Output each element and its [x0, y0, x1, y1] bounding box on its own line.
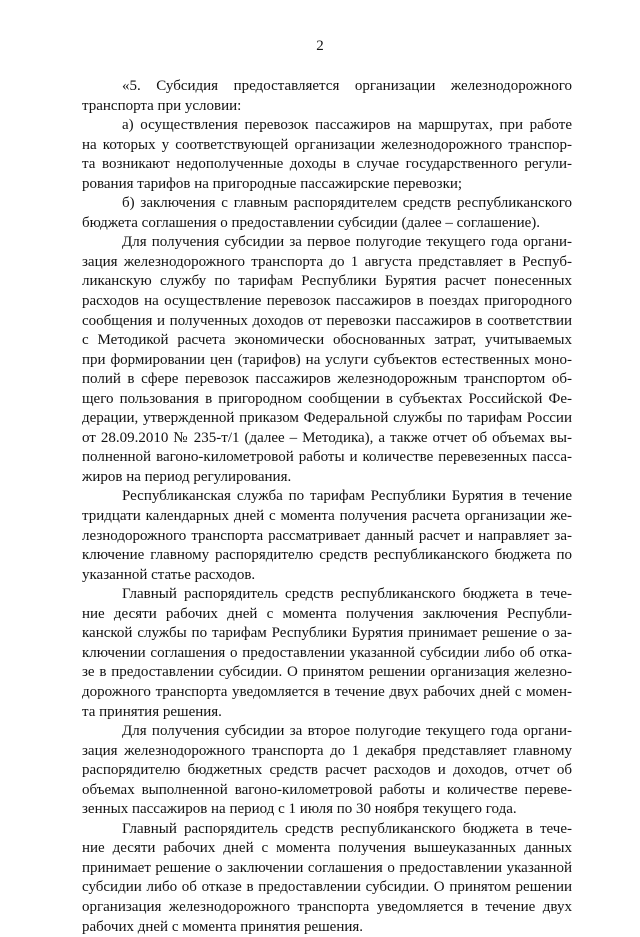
text-line: субсидии либо об отказе в предоставлении субсидии. О принятом решении — [82, 879, 572, 896]
text-line: канской службы по тарифам Республики Бурятия принимает решение о за- — [82, 625, 572, 642]
text-line: дорожного транспорта уведомляется в течение двух рабочих дней с момен- — [82, 683, 572, 700]
text-line: тридцати календарных дней с момента получения расчета организации же- — [82, 508, 572, 525]
text-line: а) осуществления перевозок пассажиров на маршрутах, при работе — [122, 117, 572, 134]
text-line: ключении соглашения о предоставлении указанной субсидии либо об отка- — [82, 644, 572, 661]
text-line: объемах выполненной вагоно-километровой работы и количестве переве- — [82, 781, 572, 798]
text-line: дерации, утвержденной приказом Федеральной службы по тарифам России — [82, 410, 572, 427]
text-line: лезнодорожного транспорта рассматривает данный расчет и направляет за- — [82, 527, 572, 544]
text-line: «5. Субсидия предоставляется организации железнодорожного — [122, 78, 572, 94]
text-line: с Методикой расчета экономически обоснованных затрат, учитываемых — [82, 332, 572, 349]
text-line: щего пользования в пригородном сообщении в субъектах Российской Фе- — [82, 390, 572, 407]
text-line: от 28.09.2010 № 235-т/1 (далее – Методика), а также отчет об объемах вы- — [82, 429, 572, 446]
text-line: рабочих дней с момента принятия решения. — [82, 918, 364, 935]
text-line: Главный распорядитель средств республиканского бюджета в тече- — [122, 820, 572, 837]
text-line: Для получения субсидии за второе полугодие текущего года органи- — [122, 723, 572, 740]
text-line: зация железнодорожного транспорта до 1 августа представляет в Респуб- — [82, 253, 572, 270]
text-line: при формировании цен (тарифов) на услуги субъектов естественных моно- — [82, 351, 572, 368]
text-line: организация железнодорожного транспорта уведомляется в течение двух — [82, 898, 572, 915]
text-line: на которых у соответствующей организации железнодорожного транспор- — [82, 136, 572, 153]
text-line: рования тарифов на пригородные пассажирские перевозки; — [82, 175, 463, 192]
text-line: Республиканская служба по тарифам Республики Бурятия в течение — [122, 488, 572, 505]
text-line: полий в сфере перевозок пассажиров железнодорожным транспортом об- — [82, 371, 572, 388]
document-body — [82, 77, 572, 937]
text-line: ликанскую службу по тарифам Республики Бурятия расчет понесенных — [82, 273, 572, 290]
text-line: Главный распорядитель средств республиканского бюджета в тече- — [122, 586, 572, 603]
text-line: расходов на осуществление перевозок пассажиров в поездах пригородного — [82, 293, 572, 310]
text-line: указанной статье расходов. — [82, 566, 256, 583]
text-line: распорядителю бюджетных средств расчет расходов и доходов, отчет об — [82, 762, 572, 779]
text-line: Для получения субсидии за первое полугодие текущего года органи- — [122, 234, 572, 251]
text-line: та возникают недополученные доходы в случае государственного регули- — [82, 156, 572, 173]
text-line: транспорта при условии: — [82, 97, 242, 114]
text-line: принимает решение о заключении соглашения о предоставлении указанной — [82, 859, 572, 876]
page-number: 2 — [316, 38, 324, 54]
text-line: ключение главному распорядителю средств республиканского бюджета по — [82, 547, 572, 564]
text-line: зация железнодорожного транспорта до 1 декабря представляет главному — [82, 742, 572, 759]
text-line: жиров на период регулирования. — [82, 468, 292, 485]
text-line: зенных пассажиров на период с 1 июля по 30 ноября текущего года. — [82, 801, 517, 818]
text-line: сообщения и полученных доходов от перевозки пассажиров в соответствии — [82, 312, 572, 329]
text-line: б) заключения с главным распорядителем средств республиканского — [122, 195, 572, 212]
text-line: ние десяти рабочих дней с момента получения заключения Республи- — [82, 605, 572, 622]
text-line: бюджета соглашения о предоставлении субсидии (далее – соглашение). — [82, 214, 541, 231]
text-line: та принятия решения. — [82, 703, 222, 720]
text-line: полненной вагоно-километровой работы и количестве перевезенных пасса- — [82, 449, 572, 466]
text-line: ние десяти рабочих дней с момента получения вышеуказанных данных — [82, 840, 572, 857]
text-line: зе в предоставлении субсидии. О принятом решении организация железно- — [82, 664, 572, 681]
